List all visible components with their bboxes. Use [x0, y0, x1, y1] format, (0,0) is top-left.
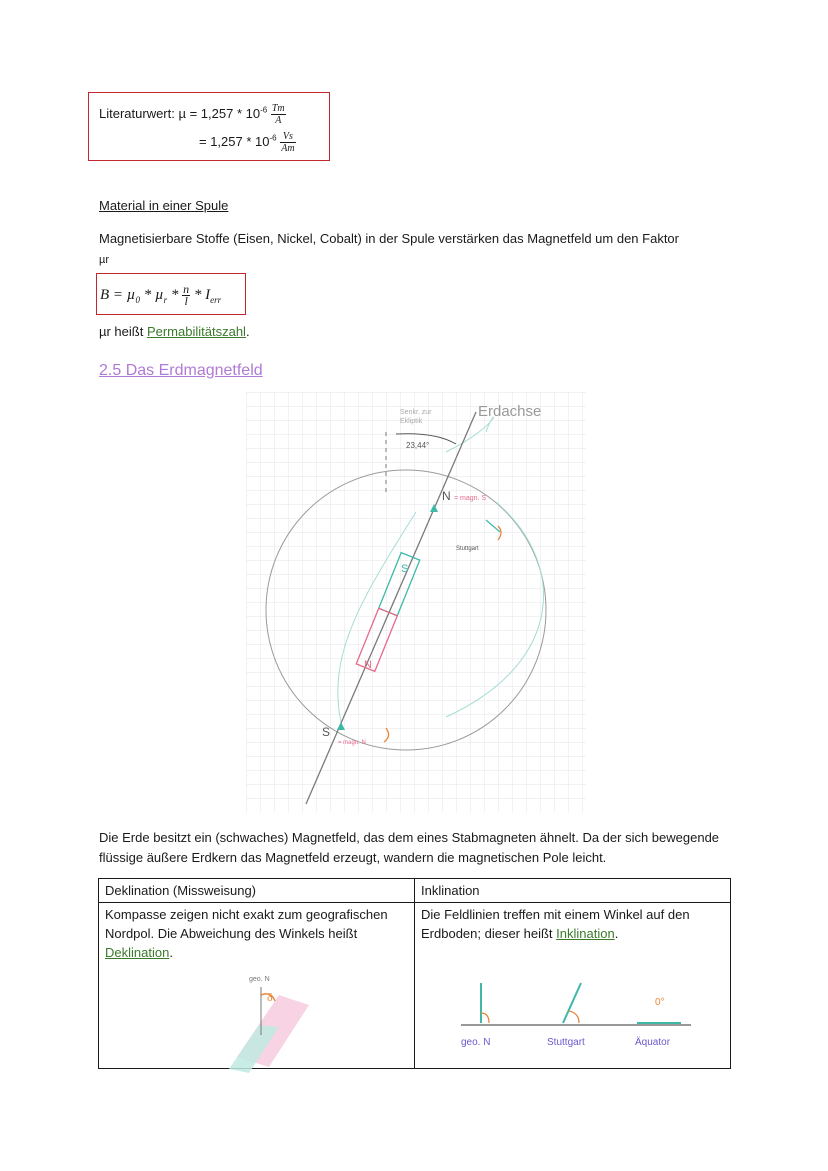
formula-sub-err: err — [210, 294, 222, 305]
declination-delta: δ — [267, 990, 273, 1004]
label-bar-n: N — [364, 659, 372, 671]
unit-numerator-2: Vs — [280, 131, 295, 143]
literature-formula-2: = 1,257 * 10 — [199, 133, 270, 149]
label-stuttgart: Stuttgart — [456, 546, 479, 552]
label-south-note: = magn. N — [338, 740, 366, 746]
grid-paper — [246, 392, 586, 812]
exponent-1: -6 — [260, 105, 268, 115]
inklination-aequator-label: Äquator — [635, 1037, 671, 1048]
header-inklination: Inklination — [415, 879, 731, 903]
deklination-suffix: . — [169, 945, 173, 960]
formula-mid: * µ — [139, 286, 164, 303]
cell-inklination — [415, 903, 731, 1069]
inklination-stuttgart-label: Stuttgart — [547, 1037, 585, 1048]
permeability-link[interactable]: Permabilitätszahl — [146, 324, 246, 339]
inklination-geo-angle — [481, 1013, 489, 1023]
formula-left: B = µ — [100, 286, 136, 303]
literature-formula-1: µ = 1,257 * 10 — [178, 105, 261, 121]
inklination-text: Die Feldlinien treffen mit einem Winkel auf den Erdboden; dieser heißt — [421, 907, 690, 941]
cell-deklination — [99, 903, 415, 1069]
formula-sub-r: r — [163, 294, 168, 305]
label-tilt-angle: 23,44° — [406, 441, 430, 450]
earth-field-paragraph: Die Erde besitzt ein (schwaches) Magnetfeld, das dem eines Stabmagneten ähnelt. Da der sich bewegende flüssige äußere Erdkern das Magnetfeld erzeugt, wandern die magnetischen Pole leicht. — [99, 830, 720, 865]
table-header-row — [99, 879, 731, 903]
label-senkrecht: Senkr. zur — [400, 409, 432, 416]
formula-fraction — [182, 284, 190, 307]
spule-heading: Material in einer Spule — [99, 198, 229, 213]
permeability-prefix: µr heißt — [99, 324, 147, 339]
earth-magnetic-field-figure — [246, 392, 586, 812]
label-bar-s: S — [401, 563, 409, 575]
formula-sub-0: 0 — [135, 294, 140, 305]
inklination-link[interactable]: Inklination — [556, 926, 615, 941]
permeability-line — [99, 324, 250, 339]
formula-numerator: n — [183, 282, 190, 296]
unit-denominator-1: A — [275, 115, 282, 126]
inklination-geo-label: geo. N — [461, 1037, 491, 1048]
unit-fraction-1 — [271, 103, 286, 126]
formula-denominator: l — [184, 294, 188, 308]
formula-tail: * I — [190, 286, 211, 303]
label-north-note: = magn. S — [454, 495, 487, 502]
spule-text — [99, 229, 729, 270]
section-heading: 2.5 Das Erdmagnetfeld — [99, 362, 263, 379]
label-erdachse: Erdachse — [478, 403, 542, 420]
label-north: N — [442, 489, 451, 503]
inklination-suffix: . — [614, 926, 619, 941]
table-content-row — [99, 903, 731, 1069]
label-ekliptik: Ekliptik — [400, 418, 423, 425]
inklination-zero-label: 0° — [655, 997, 665, 1008]
unit-fraction-2 — [280, 131, 295, 154]
comparison-table — [98, 878, 731, 1069]
unit-denominator-2: Am — [281, 143, 295, 154]
deklination-sketch — [209, 965, 329, 1075]
inklination-stuttgart-angle — [569, 1011, 579, 1023]
literature-line-1 — [99, 103, 286, 126]
declination-label: geo. N — [249, 976, 270, 983]
deklination-text: Kompasse zeigen nicht exakt zum geografischen Nordpol. Die Abweichung des Winkels heißt — [105, 907, 388, 941]
formula-box — [96, 273, 246, 315]
header-deklination: Deklination (Missweisung) — [99, 879, 415, 903]
inklination-sketch — [451, 965, 701, 1065]
permeability-suffix: . — [245, 324, 250, 339]
label-south: S — [322, 725, 331, 739]
literature-value-box — [88, 92, 330, 161]
unit-numerator-1: Tm — [271, 103, 285, 114]
formula-star: * — [167, 286, 183, 303]
deklination-link[interactable]: Deklination — [105, 945, 170, 960]
permeability-formula — [100, 284, 221, 307]
exponent-2: -6 — [269, 133, 277, 143]
literature-label: Literaturwert: — [99, 105, 175, 121]
spule-description: Magnetisierbare Stoffe (Eisen, Nickel, Cobalt) in der Spule verstärken das Magnetfeld um den Faktor — [99, 231, 679, 246]
literature-line-2 — [199, 131, 296, 154]
spule-factor: µr — [99, 254, 110, 266]
